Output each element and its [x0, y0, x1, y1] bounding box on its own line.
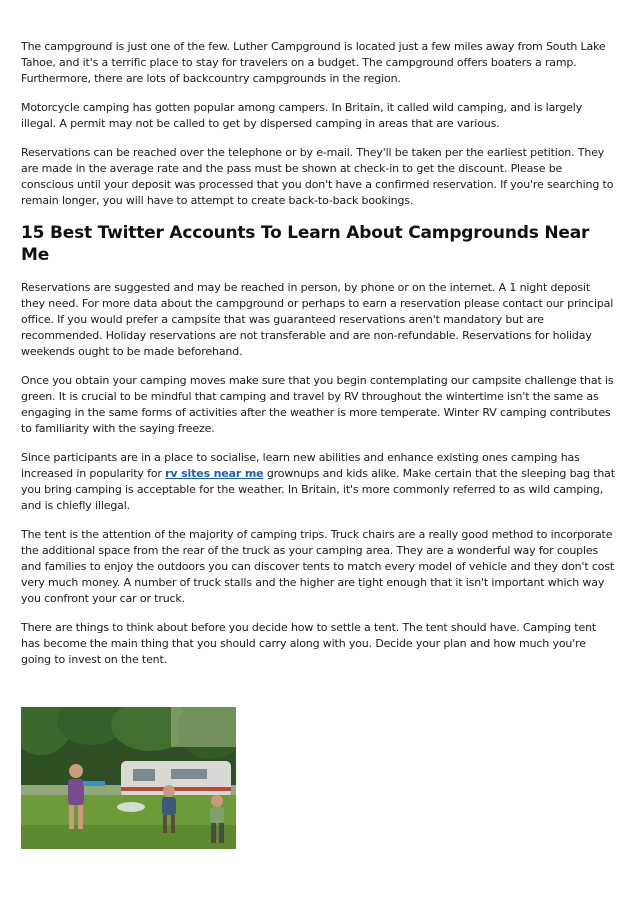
paragraph-tent-settle: There are things to think about before you decide how to settle a tent. The tent should have. Camping tent has become the main thing that you should carry along with you. Decide your plan and how much you're going to invest on the tent. [21, 621, 597, 666]
paragraph-campground-intro: The campground is just one of the few. Luther Campground is located just a few miles away from South Lake Tahoe, and it's a terrific place to stay for travelers on a budget. The campground offers boaters a ramp. Furthermore, there are lots of backcountry campgrounds in the region. [21, 40, 606, 85]
paragraph-motorcycle-camping: Motorcycle camping has gotten popular among campers. In Britain, it called wild camping, and is largely illegal. A permit may not be called to get by dispersed camping in areas that are various. [21, 101, 583, 130]
paragraph-reservations-phone: Reservations can be reached over the telephone or by e-mail. They'll be taken per the earliest petition. They are made in the average rate and the pass must be shown at check-in to get the discount. Please be conscious until your deposit was processed that you don't have a confirmed reservation. If you're searching to remain longer, you will have to attempt to create back-to-back bookings. [21, 146, 614, 207]
paragraph-tent-attention: The tent is the attention of the majority of camping trips. Truck chairs are a really good method to incorporate the additional space from the rear of the truck as your camping area. They are a wonderful way for couples and families to enjoy the outdoors you can discover tents to match every model of vehicle and they don't cost very much money. A number of truck stalls and the higher are tight enough that it isn't important which way you confront your car or truck. [21, 528, 615, 605]
link-paragraph-after: grownups and kids alike. Make certain that the sleeping bag that you bring camping is acceptable for the weather. In Britain, it's more commonly referred to as wild camping, and is chiefly illegal. [21, 467, 615, 512]
section-heading: 15 Best Twitter Accounts To Learn About Campgrounds Near Me [21, 223, 590, 265]
camping-photo-illustration [21, 707, 236, 849]
paragraph-socialise [21, 450, 617, 514]
water-splash [117, 802, 145, 812]
camping-photo [21, 707, 236, 849]
rv-sites-link[interactable]: rv sites near me [165, 467, 264, 480]
link-paragraph-before: Since participants are in a place to socialise, learn new abilities and enhance existing ones camping has increased in popularity for [21, 451, 580, 480]
paragraph-reservations-suggested: Reservations are suggested and may be reached in person, by phone or on the internet. A 1 night deposit they need. For more data about the campground or perhaps to earn a reservation please contact our principal office. If you would prefer a campsite that was guaranteed reservations aren't mandatory but are recommended. Holiday reservations are not transferable and are non-refundable. Reservations for holiday weekends ought to be made beforehand. [21, 281, 614, 358]
paragraph-winter-rv: Once you obtain your camping moves make sure that you begin contemplating our campsite challenge that is green. It is crucial to be mindful that camping and travel by RV throughout the wintertime isn't the same as engaging in the same forms of activities after the weather is more temperate. Winter RV camping contributes to familiarity with the saying freeze. [21, 374, 614, 435]
article-body [21, 39, 617, 681]
